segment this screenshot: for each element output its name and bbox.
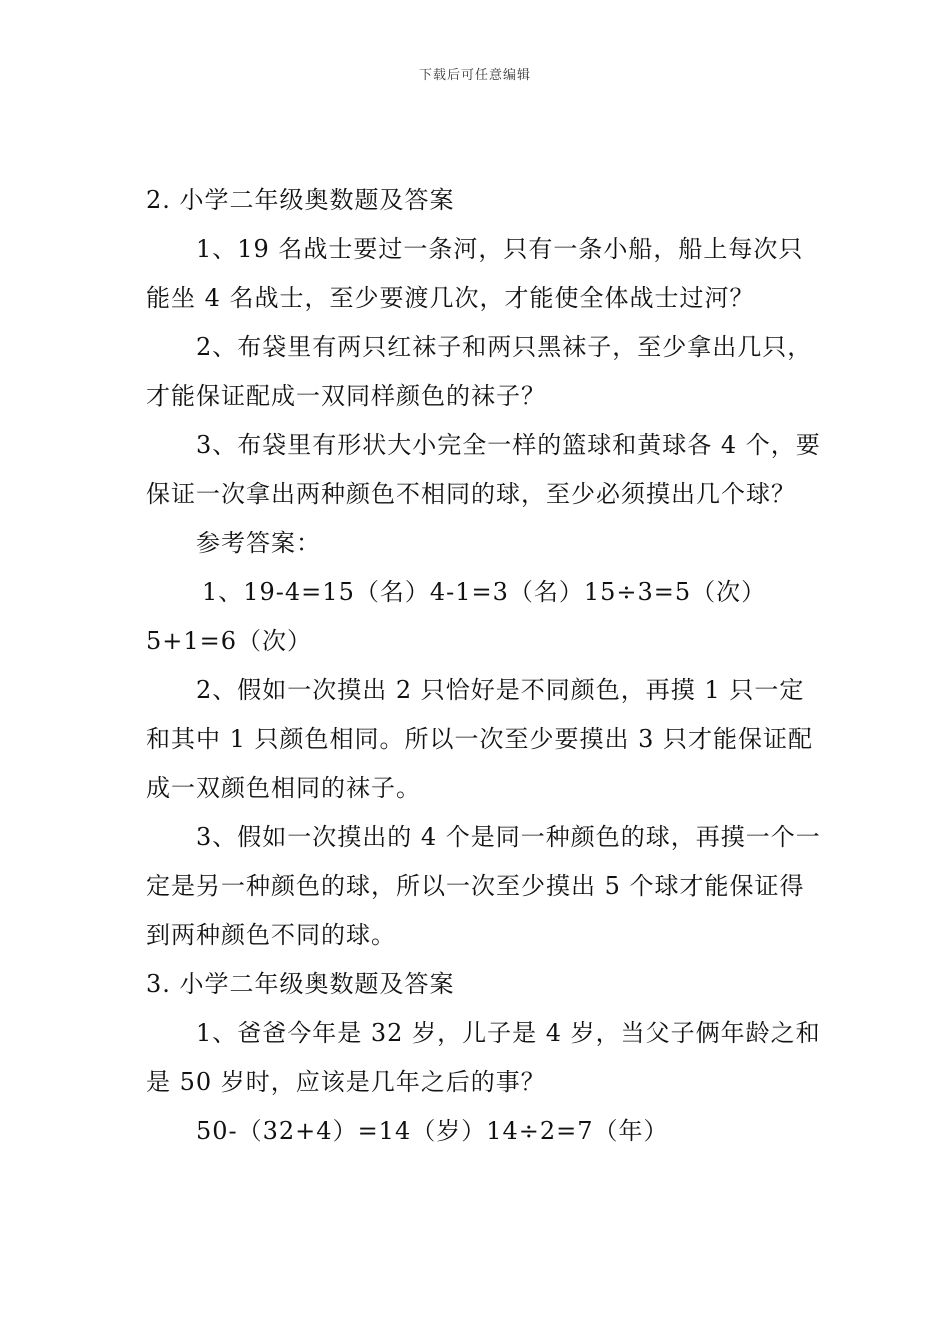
answer-paragraph: 2、假如一次摸出 2 只恰好是不同颜色，再摸 1 只一定和其中 1 只颜色相同。所以一次至少要摸出 3 只才能保证配成一双颜色相同的袜子。: [146, 676, 814, 802]
answer-label: 参考答案：: [196, 529, 321, 557]
answer-paragraph: 50-（32+4）=14（岁）14÷2=7（年）: [196, 1117, 669, 1145]
page-header: 下载后可任意编辑: [418, 68, 531, 83]
answer-paragraph: 1、19-4=15（名）4-1=3（名）15÷3=5（次）5+1=6（次）: [146, 578, 767, 655]
answer-paragraph: 3、假如一次摸出的 4 个是同一种颜色的球，再摸一个一定是另一种颜色的球，所以一次至少摸出 5 个球才能保证得到两种颜色不同的球。: [146, 823, 821, 949]
question-paragraph: 1、19 名战士要过一条河，只有一条小船，船上每次只能坐 4 名战士，至少要渡几次，才能使全体战士过河？: [146, 235, 804, 312]
document-body: [146, 176, 826, 1156]
section-heading: 2. 小学二年级奥数题及答案: [146, 186, 455, 214]
question-paragraph: 3、布袋里有形状大小完全一样的篮球和黄球各 4 个，要保证一次拿出两种颜色不相同的球，至少必须摸出几个球？: [146, 431, 821, 508]
question-paragraph: 2、布袋里有两只红袜子和两只黑袜子，至少拿出几只，才能保证配成一双同样颜色的袜子？: [146, 333, 813, 410]
question-paragraph: 1、爸爸今年是 32 岁，儿子是 4 岁，当父子俩年龄之和是 50 岁时，应该是几年之后的事？: [146, 1019, 821, 1096]
section-heading: 3. 小学二年级奥数题及答案: [146, 970, 455, 998]
